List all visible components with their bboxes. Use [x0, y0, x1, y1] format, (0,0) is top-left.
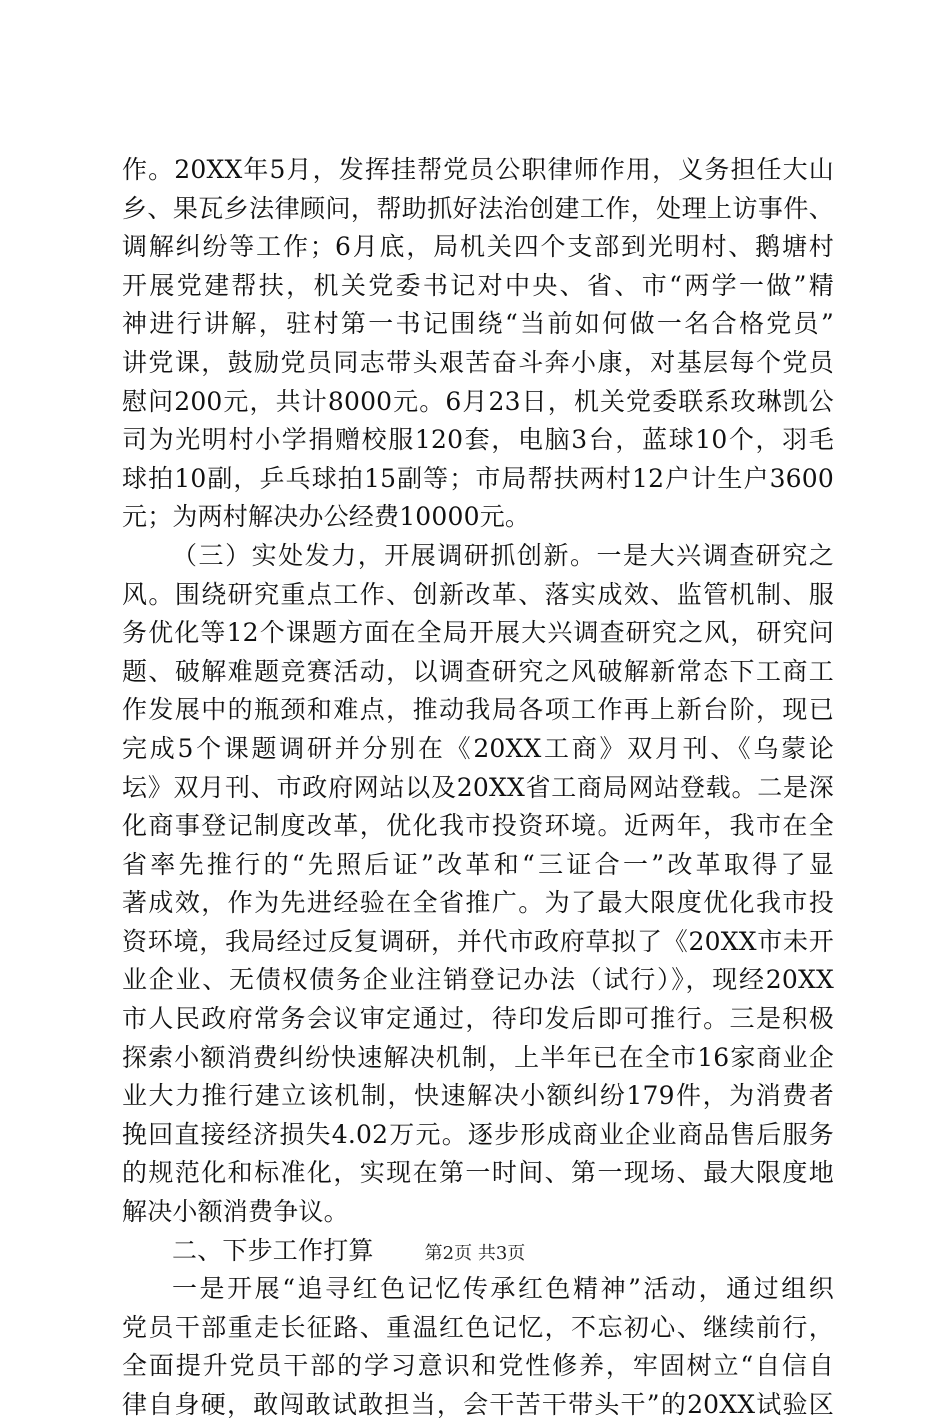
text-line: 解决小额消费争议。	[122, 1197, 349, 1227]
section-heading-line: （三）实处发力，开展调研抓创新。一是大兴调查研究之	[172, 540, 834, 570]
text-line: 资环境，我局经过反复调研，并代市政府草拟了《20XX市未开	[122, 926, 834, 956]
page-footer: 第2页 共3页	[424, 1243, 526, 1264]
text-line: 开展党建帮扶，机关党委书记对中央、省、市“两学一做”精	[122, 270, 834, 300]
document-body	[122, 151, 834, 1425]
text-line: 讲党课，鼓励党员同志带头艰苦奋斗奔小康，对基层每个党员	[122, 347, 834, 377]
text-line: 作。20XX年5月，发挥挂帮党员公职律师作用，义务担任大山	[122, 155, 834, 184]
text-line: 完成5个课题调研并分别在《20XX工商》双月刊、《乌蒙论	[122, 733, 834, 763]
text-line: 调解纠纷等工作；6月底，局机关四个支部到光明村、鹅塘村	[122, 232, 834, 262]
text-line: 省率先推行的“先照后证”改革和“三证合一”改革取得了显	[122, 849, 834, 879]
text-line: 坛》双月刊、市政府网站以及20XX省工商局网站登载。二是深	[122, 772, 834, 802]
text-line: 党员干部重走长征路、重温红色记忆，不忘初心、继续前行，	[122, 1312, 834, 1342]
text-line: 一是开展“追寻红色记忆传承红色精神”活动，通过组织	[172, 1274, 834, 1304]
text-line: 司为光明村小学捐赠校服120套，电脑3台，蓝球10个，羽毛	[122, 425, 834, 455]
text-line: 风。围绕研究重点工作、创新改革、落实成效、监管机制、服	[122, 579, 834, 609]
text-line: 慰问200元，共计8000元。6月23日，机关党委联系玫琳凯公	[122, 386, 834, 416]
text-line: 化商事登记制度改革，优化我市投资环境。近两年，我市在全	[122, 811, 834, 841]
text-line: 挽回直接经济损失4.02万元。逐步形成商业企业商品售后服务	[122, 1119, 834, 1149]
text-line: 业企业、无债权债务企业注销登记办法（试行）》，现经20XX	[122, 965, 834, 995]
section-heading: 二、下步工作打算	[172, 1235, 374, 1265]
text-line: 著成效，作为先进经验在全省推广。为了最大限度优化我市投	[122, 888, 834, 918]
text-line: 作发展中的瓶颈和难点，推动我局各项工作再上新台阶，现已	[122, 695, 834, 725]
text-line: 市人民政府常务会议审定通过，待印发后即可推行。三是积极	[122, 1004, 834, 1034]
text-line: 乡、果瓦乡法律顾问，帮助抓好法治创建工作，处理上访事件、	[122, 193, 834, 223]
text-line: 全面提升党员干部的学习意识和党性修养，牢固树立“自信自	[122, 1351, 834, 1381]
text-line: 探索小额消费纠纷快速解决机制，上半年已在全市16家商业企	[122, 1042, 834, 1072]
text-line: 务优化等12个课题方面在全局开展大兴调查研究之风，研究问	[122, 618, 834, 648]
text-line: 的规范化和标准化，实现在第一时间、第一现场、最大限度地	[122, 1158, 834, 1188]
text-line: 球拍10副，乒乓球拍15副等；市局帮扶两村12户计生户3600	[122, 463, 834, 493]
text-line: 元；为两村解决办公经费10000元。	[122, 502, 531, 532]
text-line: 题、破解难题竞赛活动，以调查研究之风破解新常态下工商工	[122, 656, 834, 686]
text-line: 业大力推行建立该机制，快速解决小额纠纷179件，为消费者	[122, 1081, 834, 1111]
text-line: 神进行讲解，驻村第一书记围绕“当前如何做一名合格党员”	[122, 309, 834, 339]
text-line: 律自身硬，敢闯敢试敢担当，会干苦干带头干”的20XX试验区	[122, 1390, 834, 1419]
